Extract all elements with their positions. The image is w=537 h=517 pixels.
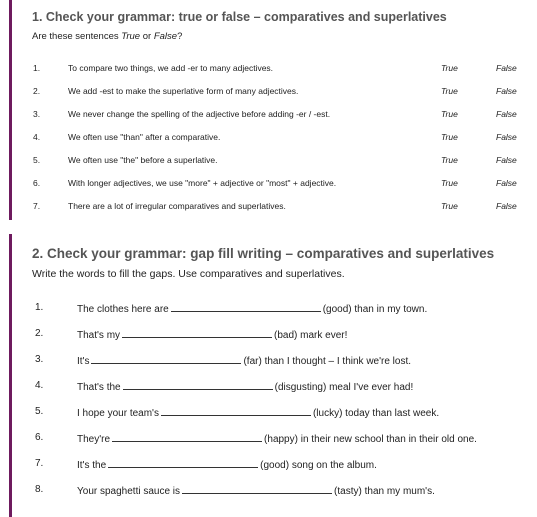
true-option[interactable]: True: [441, 201, 458, 211]
statement: We add -est to make the superlative form of many adjectives.: [68, 86, 299, 96]
gap-fill-row: [0, 458, 537, 476]
row-number: 6.: [33, 178, 41, 188]
section-instruction: [32, 31, 182, 42]
row-number: 3.: [33, 109, 41, 119]
gap-fill-section: [0, 232, 537, 517]
gap-fill-row: [0, 432, 537, 450]
false-option[interactable]: False: [496, 155, 517, 165]
gap-fill-row: [0, 354, 537, 372]
row-number: 5.: [33, 155, 41, 165]
instruction-true: True: [121, 31, 141, 42]
sentence-end: (good) song on the album.: [260, 460, 377, 471]
row-number: 1.: [35, 302, 44, 313]
false-option[interactable]: False: [496, 63, 517, 73]
tf-row: [0, 155, 537, 171]
sentence-end: (tasty) than my mum's.: [334, 486, 435, 497]
sentence: [77, 432, 477, 445]
answer-gap[interactable]: [112, 432, 262, 442]
row-number: 1.: [33, 63, 41, 73]
sentence: [77, 328, 347, 341]
tf-row: [0, 63, 537, 79]
sentence-start: Your spaghetti sauce is: [77, 486, 181, 497]
false-option[interactable]: False: [496, 109, 517, 119]
row-number: 4.: [33, 132, 41, 142]
sentence: [77, 380, 413, 393]
sentence-start: The clothes here are: [77, 304, 169, 315]
row-number: 3.: [35, 354, 44, 365]
false-option[interactable]: False: [496, 132, 517, 142]
answer-gap[interactable]: [122, 328, 272, 338]
instruction-or: or: [140, 31, 154, 42]
row-number: 4.: [35, 380, 44, 391]
row-number: 7.: [33, 201, 41, 211]
statement: We often use "than" after a comparative.: [68, 132, 221, 142]
false-option[interactable]: False: [496, 201, 517, 211]
true-false-section: [0, 0, 537, 222]
true-option[interactable]: True: [441, 86, 458, 96]
sentence: [77, 354, 411, 367]
sentence-end: (good) than in my town.: [322, 304, 428, 315]
tf-row: [0, 178, 537, 194]
answer-gap[interactable]: [171, 302, 321, 312]
sentence-start: They're: [77, 434, 111, 445]
sentence-start: I hope your team's: [77, 408, 159, 419]
section-title: 1. Check your grammar: true or false – comparatives and superlatives: [32, 10, 447, 24]
answer-gap[interactable]: [161, 406, 311, 416]
sentence-end: (bad) mark ever!: [274, 330, 348, 341]
row-number: 2.: [33, 86, 41, 96]
statement: We never change the spelling of the adjective before adding -er / -est.: [68, 109, 331, 119]
row-number: 5.: [35, 406, 44, 417]
true-option[interactable]: True: [441, 109, 458, 119]
sentence-end: (happy) in their new school than in their old one.: [264, 434, 477, 445]
row-number: 2.: [35, 328, 44, 339]
statement: There are a lot of irregular comparatives and superlatives.: [68, 201, 286, 211]
sentence: [77, 484, 435, 497]
gap-fill-row: [0, 484, 537, 502]
tf-row: [0, 201, 537, 217]
row-number: 6.: [35, 432, 44, 443]
sentence-start: It's: [77, 356, 90, 367]
sentence: [77, 406, 439, 419]
sentence-start: That's my: [77, 330, 121, 341]
gap-fill-row: [0, 406, 537, 424]
section-title: 2. Check your grammar: gap fill writing – comparatives and superlatives: [32, 246, 495, 261]
sentence-end: (lucky) today than last week.: [312, 408, 440, 419]
instruction-text: Are these sentences: [32, 31, 122, 42]
statement: With longer adjectives, we use "more" + adjective or "most" + adjective.: [68, 178, 337, 188]
statement: To compare two things, we add -er to many adjectives.: [68, 63, 274, 73]
instruction-false: False: [153, 31, 178, 42]
tf-row: [0, 132, 537, 148]
false-option[interactable]: False: [496, 178, 517, 188]
row-number: 8.: [35, 484, 44, 495]
true-option[interactable]: True: [441, 63, 458, 73]
gap-fill-row: [0, 380, 537, 398]
answer-gap[interactable]: [123, 380, 273, 390]
instruction-suffix: ?: [177, 31, 183, 42]
tf-row: [0, 109, 537, 125]
answer-gap[interactable]: [182, 484, 332, 494]
gap-fill-row: [0, 328, 537, 346]
section-instruction: Write the words to fill the gaps. Use comparatives and superlatives.: [32, 268, 345, 280]
true-option[interactable]: True: [441, 155, 458, 165]
sentence-end: (disgusting) meal I've ever had!: [274, 382, 414, 393]
false-option[interactable]: False: [496, 86, 517, 96]
answer-gap[interactable]: [108, 458, 258, 468]
sentence-end: (far) than I thought – I think we're lost.: [243, 356, 412, 367]
sentence-start: It's the: [77, 460, 107, 471]
row-number: 7.: [35, 458, 44, 469]
true-option[interactable]: True: [441, 178, 458, 188]
true-option[interactable]: True: [441, 132, 458, 142]
statement: We often use "the" before a superlative.: [68, 155, 218, 165]
sentence: [77, 458, 377, 471]
sentence: [77, 302, 427, 315]
tf-row: [0, 86, 537, 102]
sentence-start: That's the: [77, 382, 121, 393]
answer-gap[interactable]: [91, 354, 241, 364]
gap-fill-row: [0, 302, 537, 320]
